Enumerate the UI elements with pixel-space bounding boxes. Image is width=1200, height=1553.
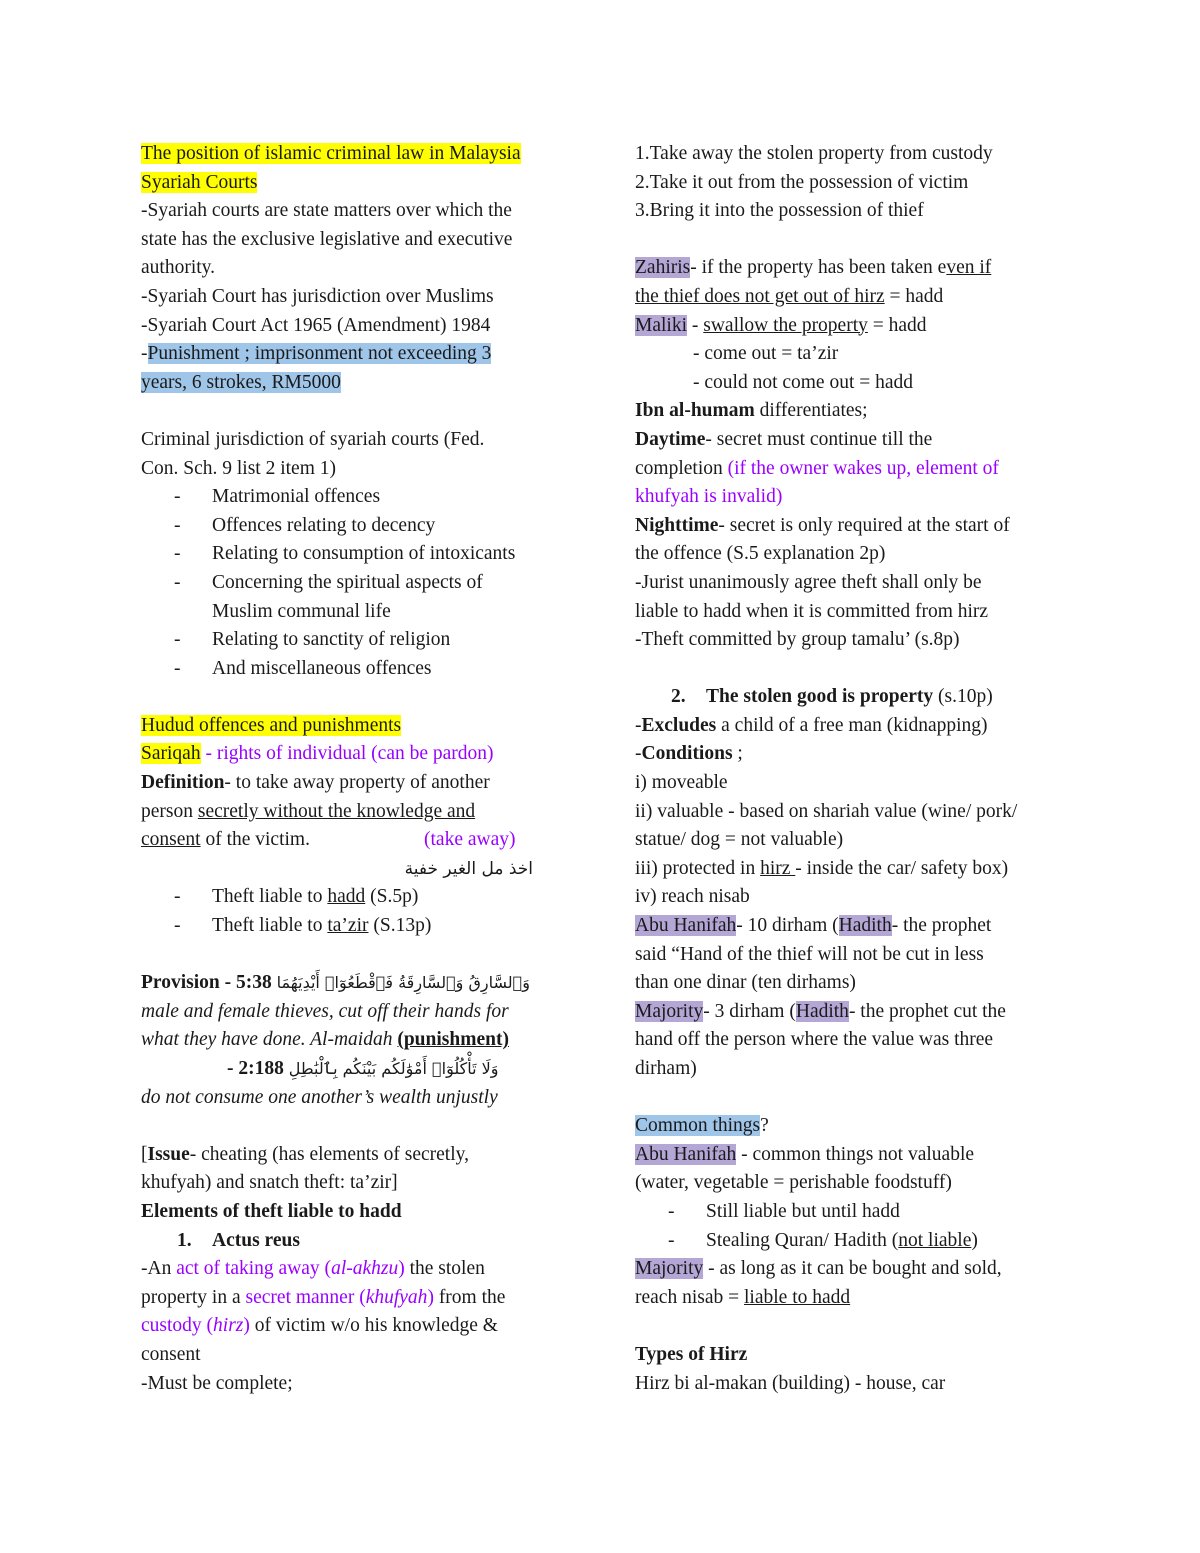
list-item: - And miscellaneous offences [174, 657, 432, 679]
text-line: Abu Hanifah - common things not valuable [635, 1143, 975, 1165]
text-line: khufyah is invalid) [635, 486, 783, 508]
text-line: i) moveable [635, 772, 728, 794]
text-line: Hirz bi al-makan (building) - house, car [635, 1372, 946, 1394]
text-line: Majority- 3 dirham (Hadith- the prophet cut the [635, 1000, 1006, 1022]
text-line: consent [141, 1343, 201, 1365]
text-line: -Excludes a child of a free man (kidnapping) [635, 714, 988, 736]
list-item: - Theft liable to ta’zir (S.13p) [174, 915, 432, 937]
text-line: -Syariah courts are state matters over which the [141, 200, 512, 222]
text-line: iv) reach nisab [635, 886, 750, 908]
text-line: person secretly without the knowledge and [141, 800, 476, 822]
list-item: - Relating to sanctity of religion [174, 629, 451, 651]
maliki-line: Maliki - swallow the property = hadd [635, 314, 927, 336]
punishment-line: years, 6 strokes, RM5000 [141, 371, 341, 393]
sariqah-line: Sariqah - rights of individual (can be pardon) [141, 743, 494, 765]
text-line: Ibn al-humam differentiates; [635, 400, 868, 422]
text-line: -Theft committed by group tamalu’ (s.8p) [635, 629, 960, 651]
list-item: - Concerning the spiritual aspects of [174, 571, 483, 593]
text-line: the thief does not get out of hirz = hadd [635, 285, 944, 307]
text-line: -An act of taking away (al-akhzu) the stolen [141, 1258, 485, 1280]
text-line: said “Hand of the thief will not be cut in less [635, 943, 984, 965]
text-line: the offence (S.5 explanation 2p) [635, 543, 886, 565]
section-heading: Syariah Courts [141, 171, 258, 193]
text-line: consent of the victim. (take away) [141, 829, 516, 851]
numbered-heading: 1. Actus reus [177, 1229, 300, 1251]
text-line: 1.Take away the stolen property from custody [635, 143, 993, 164]
left-column [141, 140, 581, 1398]
text-line: dirham) [635, 1058, 697, 1079]
doc-title: The position of islamic criminal law in Malaysia [141, 143, 521, 164]
text-line: ii) valuable - based on shariah value (wine/ pork/ [635, 800, 1018, 822]
provision-line: Provision - 5:38 وَٱلسَّارِقُ وَٱلسَّارِقَةُ فَٱقْطَعُوٓا۟ أَيْدِيَهُمَا [141, 972, 530, 994]
text-line: than one dinar (ten dirhams) [635, 972, 856, 994]
text-line: Con. Sch. 9 list 2 item 1) [141, 457, 336, 479]
text-line: custody (hirz) of victim w/o his knowledge & [141, 1315, 498, 1337]
text-line: hand off the person where the value was three [635, 1029, 994, 1051]
text-line: -Must be complete; [141, 1372, 293, 1394]
text-line: reach nisab = liable to hadd [635, 1286, 851, 1308]
text-line: - come out = ta’zir [693, 343, 839, 365]
text-line: Daytime- secret must continue till the [635, 428, 933, 450]
list-item: - Stealing Quran/ Hadith (not liable) [668, 1229, 978, 1251]
text-line: liable to hadd when it is committed from hirz [635, 600, 989, 622]
text-line: completion (if the owner wakes up, element of [635, 457, 999, 479]
text-line: male and female thieves, cut off their hands for [141, 1000, 509, 1022]
text-line: Nighttime- secret is only required at the start of [635, 514, 1010, 536]
issue-line: [Issue- cheating (has elements of secretly, [141, 1143, 469, 1165]
text-line: 2.Take it out from the possession of victim [635, 171, 969, 193]
numbered-heading: 2. The stolen good is property (s.10p) [671, 686, 993, 708]
text-line: Abu Hanifah- 10 dirham (Hadith- the prophet [635, 915, 992, 937]
text-line: - could not come out = hadd [693, 371, 914, 393]
list-item: - Matrimonial offences [174, 486, 381, 508]
list-item: - Theft liable to hadd (S.5p) [174, 886, 419, 908]
text-line: Majority - as long as it can be bought and sold, [635, 1258, 1002, 1280]
text-line: khufyah) and snatch theft: ta’zir] [141, 1172, 398, 1194]
list-item-continuation: Muslim communal life [212, 600, 391, 622]
text-line: iii) protected in hirz - inside the car/ safety box) [635, 857, 1009, 879]
text-line: do not consume one another’s wealth unjustly [141, 1086, 498, 1108]
text-line: statue/ dog = not valuable) [635, 829, 844, 851]
zahiris-line: Zahiris- if the property has been taken even if [635, 257, 992, 279]
list-item: - Relating to consumption of intoxicants [174, 543, 516, 565]
text-line: (water, vegetable = perishable foodstuff) [635, 1172, 952, 1194]
text-line: -Syariah Court has jurisdiction over Muslims [141, 285, 494, 307]
text-line: state has the exclusive legislative and executive [141, 228, 513, 250]
text-line: Common things? [635, 1115, 769, 1137]
text-line: property in a secret manner (khufyah) from the [141, 1286, 506, 1308]
text-line: -Jurist unanimously agree theft shall only be [635, 571, 982, 593]
arabic-definition: اخذ مل الغير خفية [404, 858, 533, 879]
subheading: Elements of theft liable to hadd [141, 1200, 402, 1222]
text-line: what they have done. Al-maidah (punishment) [141, 1029, 509, 1051]
punishment-line: -Punishment ; imprisonment not exceeding 3 [141, 343, 492, 365]
section-heading: Hudud offences and punishments [141, 714, 402, 736]
text-line: Criminal jurisdiction of syariah courts (Fed. [141, 428, 485, 450]
definition-line: Definition- to take away property of another [141, 772, 490, 794]
text-line: -Conditions ; [635, 743, 743, 765]
right-column [635, 140, 1085, 1398]
text-line: -Syariah Court Act 1965 (Amendment) 1984 [141, 314, 491, 336]
text-line: 3.Bring it into the possession of thief [635, 200, 924, 222]
text-line: authority. [141, 257, 216, 279]
list-item: - Offences relating to decency [174, 514, 436, 536]
subheading: Types of Hirz [635, 1343, 748, 1365]
provision-line: - 2:188 وَلَا تَأْكُلُوٓا۟ أَمْوَٰلَكُم بَيْنَكُم بِٱلْبَٰطِلِ [227, 1058, 499, 1079]
list-item: - Still liable but until hadd [668, 1200, 900, 1222]
